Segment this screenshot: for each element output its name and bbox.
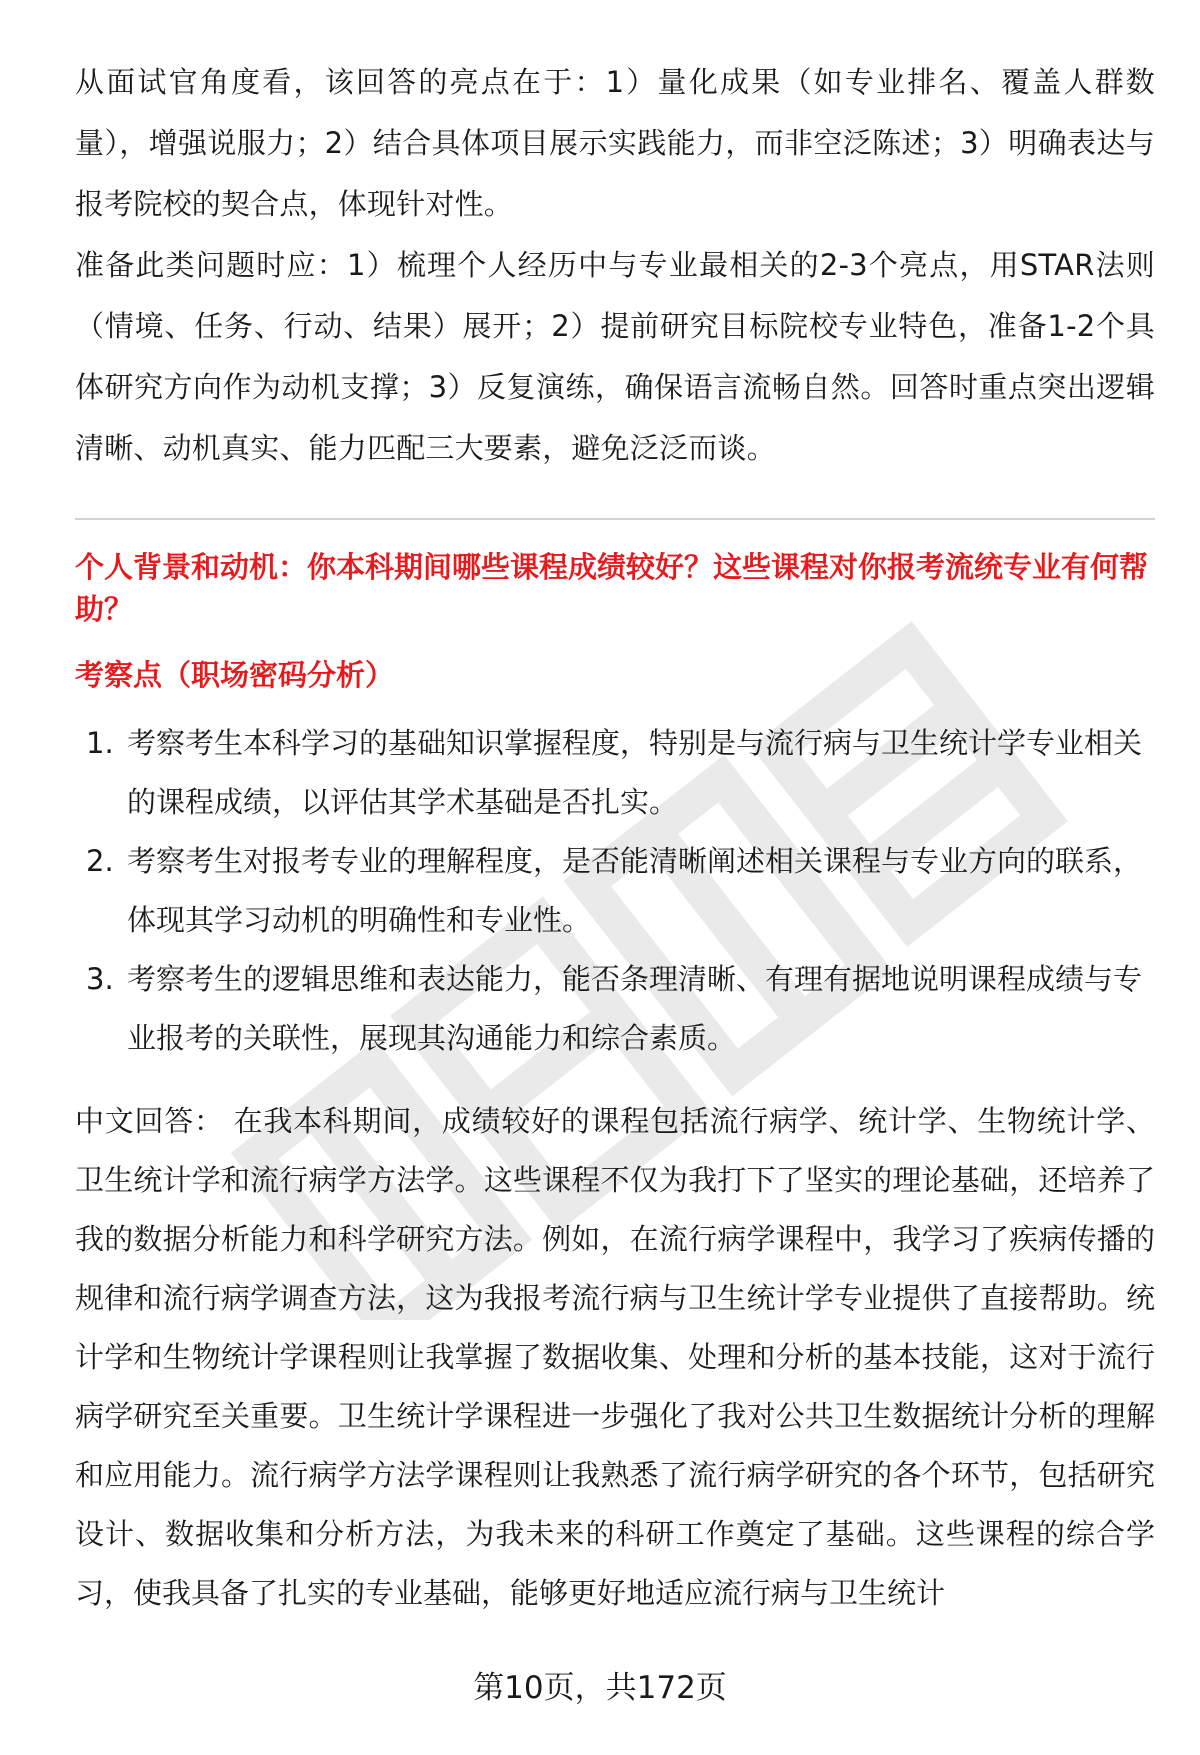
assessment-points-heading: 考察点（职场密码分析） <box>75 658 395 692</box>
list-item-number: 2. <box>86 844 114 878</box>
list-item-text: 考察考生对报考专业的理解程度，是否能清晰阐述相关课程与专业方向的联系，体现其学习动机的明确性和专业性。 <box>127 844 1143 937</box>
list-item-text: 考察考生的逻辑思维和表达能力，能否条理清晰、有理有据地说明课程成绩与专业报考的关联性，展现其沟通能力和综合素质。 <box>127 962 1143 1055</box>
list-item <box>75 714 1155 832</box>
section-divider <box>75 518 1155 520</box>
chinese-answer-paragraph: 中文回答： 在我本科期间，成绩较好的课程包括流行病学、统计学、生物统计学、卫生统计学和流行病学方法学。这些课程不仅为我打下了坚实的理论基础，还培养了我的数据分析能力和科学研究方法。例如，在流行病学课程中，我学习了疾病传播的规律和流行病学调查方法，这为我报考流行病与卫生统计学专业提供了直接帮助。统计学和生物统计学课程则让我掌握了数据收集、处理和分析的基本技能，这对于流行病学研究至关重要。卫生统计学课程进一步强化了我对公共卫生数据统计分析的理解和应用能力。流行病学方法学课程则让我熟悉了流行病学研究的各个环节，包括研究设计、数据收集和分析方法，为我未来的科研工作奠定了基础。这些课程的综合学习，使我具备了扎实的专业基础，能够更好地适应流行病与卫生统计 <box>75 1104 1155 1610</box>
list-item <box>75 950 1155 1068</box>
assessment-points-list <box>75 714 1155 1068</box>
intro-paragraph-highlights: 从面试官角度看，该回答的亮点在于：1）量化成果（如专业排名、覆盖人群数量），增强说服力；2）结合具体项目展示实践能力，而非空泛陈述；3）明确表达与报考院校的契合点，体现针对性。 <box>75 65 1155 221</box>
question-heading: 个人背景和动机：你本科期间哪些课程成绩较好？这些课程对你报考流统专业有何帮助？ <box>75 550 1149 626</box>
intro-paragraph-preparation: 准备此类问题时应：1）梳理个人经历中与专业最相关的2-3个亮点，用STAR法则（情境、任务、行动、结果）展开；2）提前研究目标院校专业特色，准备1-2个具体研究方向作为动机支撑；3）反复演练，确保语言流畅自然。回答时重点突出逻辑清晰、动机真实、能力匹配三大要素，避免泛泛而谈。 <box>75 248 1155 465</box>
list-item-number: 1. <box>86 726 114 760</box>
list-item-number: 3. <box>86 962 114 996</box>
list-item <box>75 832 1155 950</box>
page-number-footer: 第10页，共172页 <box>473 1670 727 1706</box>
document-page <box>75 52 1155 1652</box>
list-item-text: 考察考生本科学习的基础知识掌握程度，特别是与流行病与卫生统计学专业相关的课程成绩，以评估其学术基础是否扎实。 <box>127 726 1143 819</box>
